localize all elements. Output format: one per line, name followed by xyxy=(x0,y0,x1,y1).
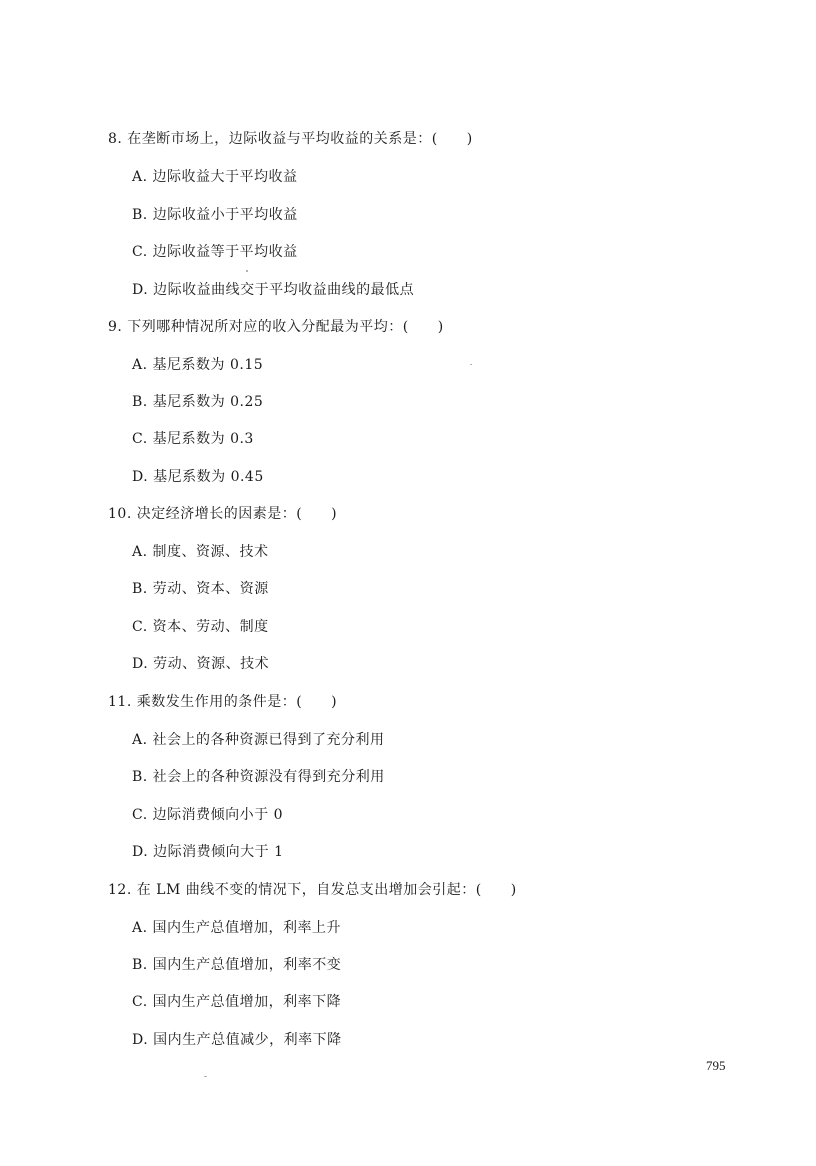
question-8-option-d: D. 边际收益曲线交于平均收益曲线的最低点 xyxy=(132,282,415,298)
question-12-option-b: B. 国内生产总值增加，利率不变 xyxy=(132,957,342,973)
question-10-option-b: B. 劳动、资本、资源 xyxy=(132,581,269,597)
question-12-option-c: C. 国内生产总值增加，利率下降 xyxy=(132,994,342,1010)
question-10-option-c: C. 资本、劳动、制度 xyxy=(132,619,269,635)
question-11-option-c: C. 边际消费倾向小于 0 xyxy=(132,807,283,823)
question-11-stem: 11. 乘数发生作用的条件是：( ) xyxy=(108,694,338,710)
question-11-option-d: D. 边际消费倾向大于 1 xyxy=(132,844,284,860)
question-8-option-b: B. 边际收益小于平均收益 xyxy=(132,207,298,223)
question-11-option-b: B. 社会上的各种资源没有得到充分利用 xyxy=(132,769,385,785)
question-12-option-a: A. 国内生产总值增加，利率上升 xyxy=(132,920,342,936)
question-8-option-a: A. 边际收益大于平均收益 xyxy=(132,169,298,185)
page-number: 795 xyxy=(706,1058,726,1073)
scan-speck xyxy=(204,1076,207,1077)
question-8-stem: 8. 在垄断市场上，边际收益与平均收益的关系是：( ) xyxy=(108,131,473,147)
question-9-option-a: A. 基尼系数为 0.15 xyxy=(132,357,264,373)
question-9-stem: 9. 下列哪种情况所对应的收入分配最为平均：( ) xyxy=(108,319,444,335)
question-9-option-c: C. 基尼系数为 0.3 xyxy=(132,431,254,447)
question-9-option-b: B. 基尼系数为 0.25 xyxy=(132,394,264,410)
question-10-stem: 10. 决定经济增长的因素是：( ) xyxy=(108,506,338,522)
question-11-option-a: A. 社会上的各种资源已得到了充分利用 xyxy=(132,732,385,748)
question-12-stem: 12. 在 LM 曲线不变的情况下，自发总支出增加会引起：( ) xyxy=(108,882,517,898)
question-10-option-d: D. 劳动、资源、技术 xyxy=(132,656,270,672)
question-9-option-d: D. 基尼系数为 0.45 xyxy=(132,469,264,485)
scan-speck xyxy=(470,364,472,365)
question-12-option-d: D. 国内生产总值减少，利率下降 xyxy=(132,1032,342,1048)
scan-speck xyxy=(246,270,248,272)
question-8-option-c: C. 边际收益等于平均收益 xyxy=(132,244,298,260)
question-10-option-a: A. 制度、资源、技术 xyxy=(132,544,269,560)
